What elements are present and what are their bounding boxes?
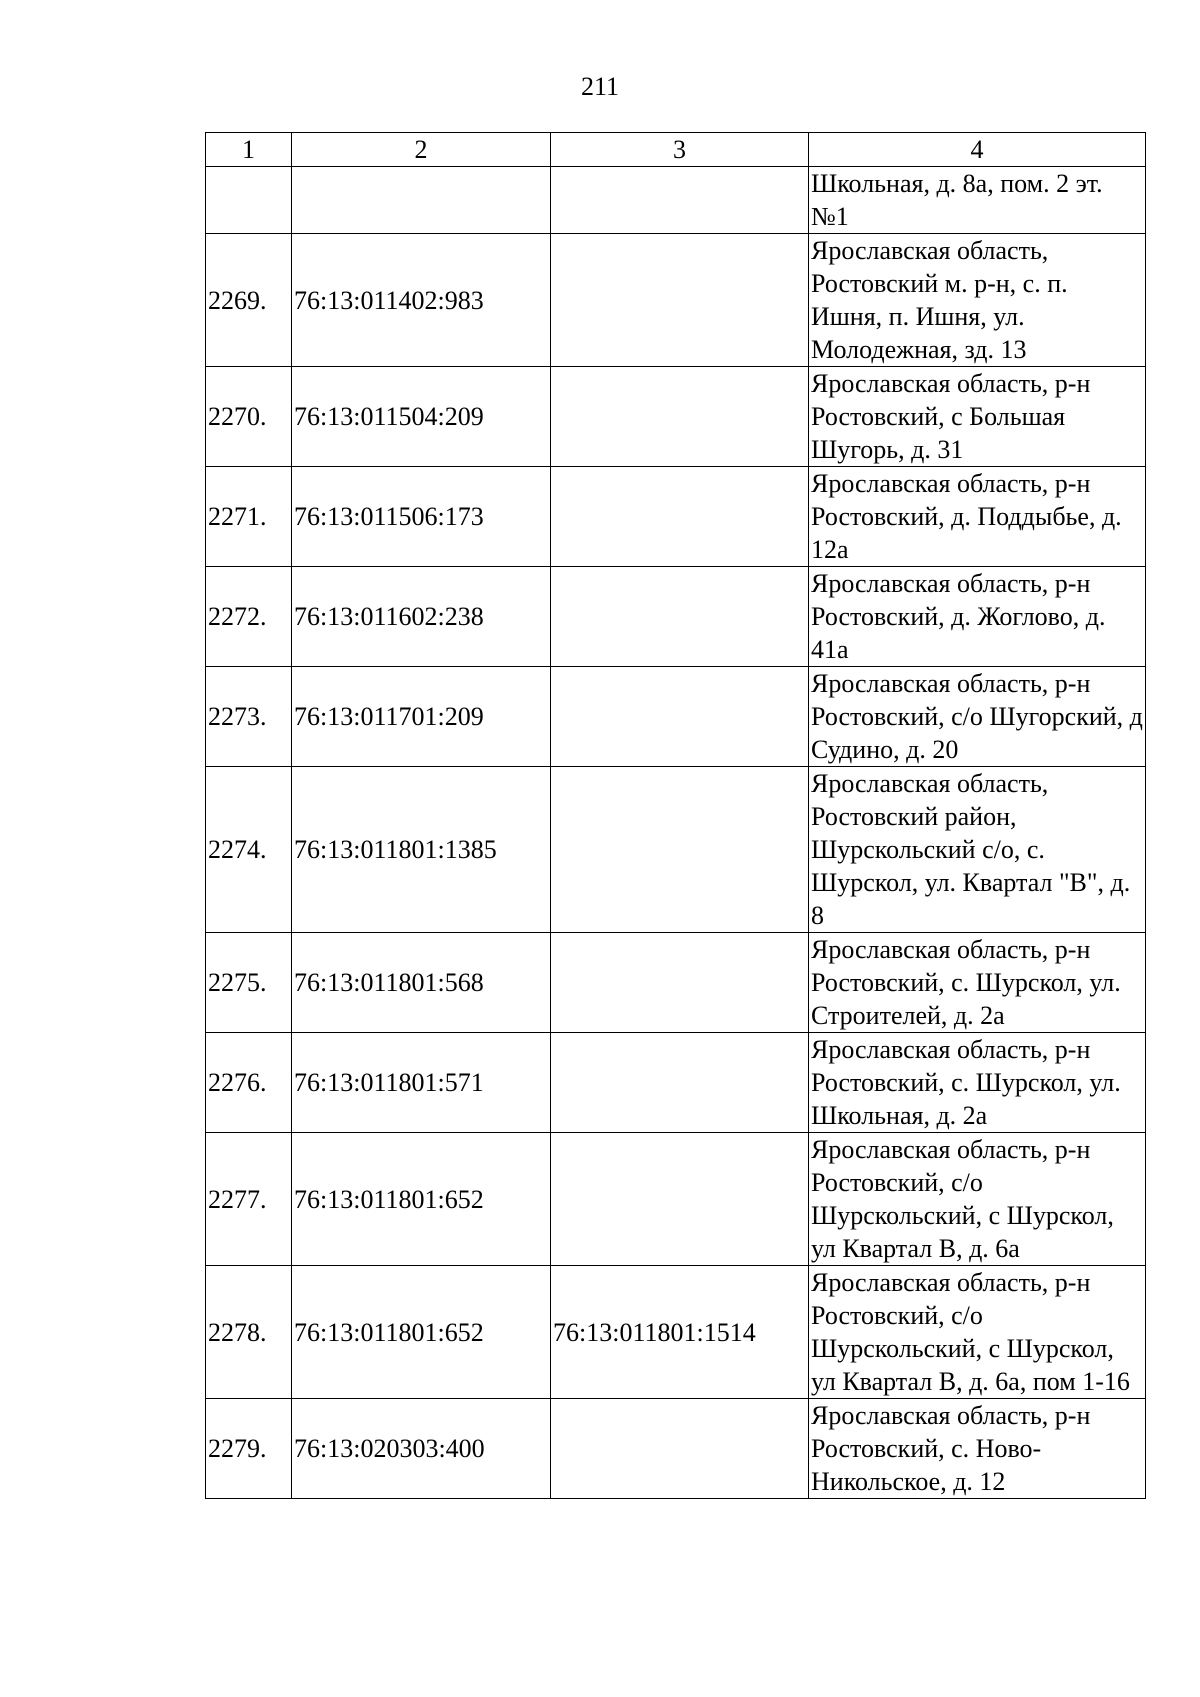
table-row: [206, 467, 1146, 567]
table-row: [206, 667, 1146, 767]
related-number-cell: [551, 1133, 809, 1266]
address-cell: Ярославская область, р-н Ростовский, д. Поддыбье, д. 12а: [809, 467, 1146, 567]
table-row: [206, 167, 1146, 234]
table-row: [206, 367, 1146, 467]
row-number-cell: 2276.: [206, 1033, 292, 1133]
related-number-cell: [551, 467, 809, 567]
row-number-cell: 2269.: [206, 234, 292, 367]
address-cell: Ярославская область, Ростовский м. р-н, с. п. Ишня, п. Ишня, ул. Молодежная, зд. 13: [809, 234, 1146, 367]
related-number-cell: [551, 1399, 809, 1499]
cadastral-number-cell: 76:13:011801:1385: [292, 767, 551, 933]
row-number-cell: 2277.: [206, 1133, 292, 1266]
related-number-cell: [551, 667, 809, 767]
registry-table-body: [206, 133, 1146, 1499]
row-number-cell: 2278.: [206, 1266, 292, 1399]
table-row: [206, 1133, 1146, 1266]
address-cell: Ярославская область, р-н Ростовский, с. Ново-Никольское, д. 12: [809, 1399, 1146, 1499]
related-number-cell: [551, 167, 809, 234]
cadastral-number-cell: 76:13:011801:571: [292, 1033, 551, 1133]
table-row: [206, 933, 1146, 1033]
related-number-cell: [551, 367, 809, 467]
cadastral-number-cell: 76:13:011602:238: [292, 567, 551, 667]
cadastral-number-cell: 76:13:011504:209: [292, 367, 551, 467]
row-number-cell: 2273.: [206, 667, 292, 767]
row-number-cell: 2274.: [206, 767, 292, 933]
column-header-4: 4: [809, 133, 1146, 167]
row-number-cell: 2279.: [206, 1399, 292, 1499]
table-header-row: [206, 133, 1146, 167]
table-row: [206, 1266, 1146, 1399]
address-cell: Ярославская область, р-н Ростовский, с. Шурскол, ул. Школьная, д. 2а: [809, 1033, 1146, 1133]
address-cell: Ярославская область, р-н Ростовский, д. Жоглово, д. 41а: [809, 567, 1146, 667]
table-row: [206, 1399, 1146, 1499]
cadastral-number-cell: 76:13:011801:568: [292, 933, 551, 1033]
related-number-cell: [551, 1033, 809, 1133]
related-number-cell: 76:13:011801:1514: [551, 1266, 809, 1399]
related-number-cell: [551, 933, 809, 1033]
related-number-cell: [551, 234, 809, 367]
table-row: [206, 234, 1146, 367]
address-cell: Ярославская область, р-н Ростовский, с/о Шурскольский, с Шурскол, ул Квартал В, д. 6а: [809, 1133, 1146, 1266]
cadastral-number-cell: 76:13:011801:652: [292, 1133, 551, 1266]
related-number-cell: [551, 767, 809, 933]
address-cell: Школьная, д. 8а, пом. 2 эт. №1: [809, 167, 1146, 234]
column-header-2: 2: [292, 133, 551, 167]
address-cell: Ярославская область, р-н Ростовский, с/о Шугорский, д Судино, д. 20: [809, 667, 1146, 767]
address-cell: Ярославская область, р-н Ростовский, с. Шурскол, ул. Строителей, д. 2а: [809, 933, 1146, 1033]
column-header-3: 3: [551, 133, 809, 167]
row-number-cell: 2272.: [206, 567, 292, 667]
row-number-cell: 2270.: [206, 367, 292, 467]
cadastral-number-cell: 76:13:011506:173: [292, 467, 551, 567]
registry-table: [205, 132, 1146, 1499]
address-cell: Ярославская область, р-н Ростовский, с Большая Шугорь, д. 31: [809, 367, 1146, 467]
cadastral-number-cell: 76:13:020303:400: [292, 1399, 551, 1499]
table-row: [206, 567, 1146, 667]
address-cell: Ярославская область, Ростовский район, Шурскольский с/о, с. Шурскол, ул. Квартал "В", д. 8: [809, 767, 1146, 933]
address-cell: Ярославская область, р-н Ростовский, с/о Шурскольский, с Шурскол, ул Квартал В, д. 6а, пом 1-16: [809, 1266, 1146, 1399]
page-number: 211: [580, 72, 620, 101]
row-number-cell: 2275.: [206, 933, 292, 1033]
cadastral-number-cell: 76:13:011801:652: [292, 1266, 551, 1399]
row-number-cell: 2271.: [206, 467, 292, 567]
cadastral-number-cell: 76:13:011701:209: [292, 667, 551, 767]
related-number-cell: [551, 567, 809, 667]
column-header-1: 1: [206, 133, 292, 167]
table-row: [206, 1033, 1146, 1133]
table-row: [206, 767, 1146, 933]
cadastral-number-cell: [292, 167, 551, 234]
row-number-cell: [206, 167, 292, 234]
cadastral-number-cell: 76:13:011402:983: [292, 234, 551, 367]
